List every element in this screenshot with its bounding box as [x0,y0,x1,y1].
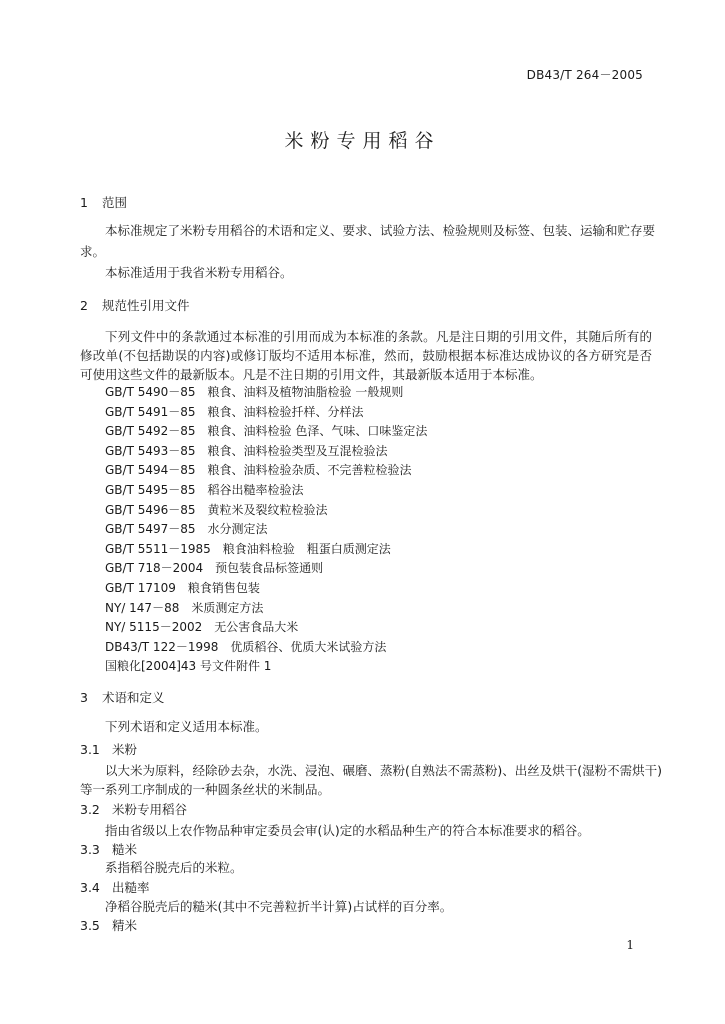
section-3-heading [80,688,165,706]
reference-item: GB/T 5493－85 粮食、油料检验类型及互混检验法 [105,443,388,458]
reference-item: GB/T 5492－85 粮食、油料检验 色泽、气味、口味鉴定法 [105,424,428,439]
term-number: 3.2 [80,802,100,817]
term-heading [80,800,187,818]
reference-item: GB/T 5490－85 粮食、油料及植物油脂检验 一般规则 [105,385,404,399]
section-title: 规范性引用文件 [101,298,190,313]
term-definition-line: 以大米为原料，经除砂去杂，水洗、浸泡、碾磨、蒸粉(自熟法不需蒸粉)、出丝及烘干(湿粉不需烘干) [105,763,663,778]
term-number: 3.1 [80,742,100,757]
reference-item: NY/ 5115－2002 无公害食品大米 [105,620,299,635]
reference-item: GB/T 5496－85 黄粒米及裂纹粒检验法 [105,502,328,517]
document-title: 米粉专用稻谷 [284,130,441,152]
reference-list [105,383,427,677]
section-2-heading [80,296,190,314]
reference-item: GB/T 5494－85 粮食、油料检验杂质、不完善粒检验法 [105,463,412,478]
paragraph-line: 可使用这些文件的最新版本。凡是不注日期的引用文件，其最新版本适用于本标准。 [80,367,543,382]
term-heading [80,840,137,858]
paragraph-line: 本标准规定了米粉专用稻谷的术语和定义、要求、试验方法、检验规则及标签、包装、运输和贮存要 [105,223,656,238]
section-number: 1 [80,195,88,210]
term-definition-line: 指由省级以上农作物品种审定委员会审(认)定的水稻品种生产的符合本标准要求的稻谷。 [105,823,590,838]
term-heading [80,740,137,758]
reference-item: GB/T 5495－85 稻谷出糙率检验法 [105,482,304,497]
term-number: 3.4 [80,880,100,895]
term-name: 米粉 [111,742,137,757]
section-number: 2 [80,298,88,313]
paragraph-line: 下列文件中的条款通过本标准的引用而成为本标准的条款。凡是注日期的引用文件，其随后所有的 [105,329,652,344]
paragraph-line: 本标准适用于我省米粉专用稻谷。 [105,265,293,280]
paragraph-line: 下列术语和定义适用本标准。 [105,719,268,734]
term-name: 米粉专用稻谷 [111,802,187,817]
term-definition-line: 系指稻谷脱壳后的米粒。 [105,860,243,875]
reference-item: DB43/T 122－1998 优质稻谷、优质大米试验方法 [105,639,387,654]
section-title: 范围 [101,195,127,210]
reference-item: GB/T 5497－85 水分测定法 [105,522,268,537]
term-definition-line: 净稻谷脱壳后的糙米(其中不完善粒折半计算)占试样的百分率。 [105,899,453,914]
paragraph-line: 修改单(不包括勘误的内容)或修订版均不适用本标准，然而，鼓励根据本标准达成协议的各方研究是否 [80,348,652,363]
page-number: 1 [626,938,634,952]
reference-item: GB/T 5491－85 粮食、油料检验扦样、分样法 [105,404,364,419]
term-number: 3.5 [80,918,100,933]
reference-item: 国粮化[2004]43 号文件附件 1 [105,659,272,674]
section-title: 术语和定义 [101,690,165,705]
section-number: 3 [80,690,88,705]
term-number: 3.3 [80,842,100,857]
paragraph-line: 求。 [80,244,106,259]
term-heading [80,916,137,934]
term-heading [80,878,150,896]
section-1-heading [80,193,127,211]
reference-item: GB/T 17109 粮食销售包装 [105,580,260,595]
reference-item: NY/ 147－88 米质测定方法 [105,600,264,615]
term-name: 糙米 [111,842,137,857]
standard-code: DB43/T 264－2005 [526,68,643,82]
reference-item: GB/T 5511－1985 粮食油料检验 粗蛋白质测定法 [105,541,391,556]
term-name: 精米 [111,918,137,933]
reference-item: GB/T 718－2004 预包装食品标签通则 [105,561,324,576]
term-name: 出糙率 [111,880,150,895]
term-definition-line: 等一系列工序制成的一种圆条丝状的米制品。 [80,782,331,797]
